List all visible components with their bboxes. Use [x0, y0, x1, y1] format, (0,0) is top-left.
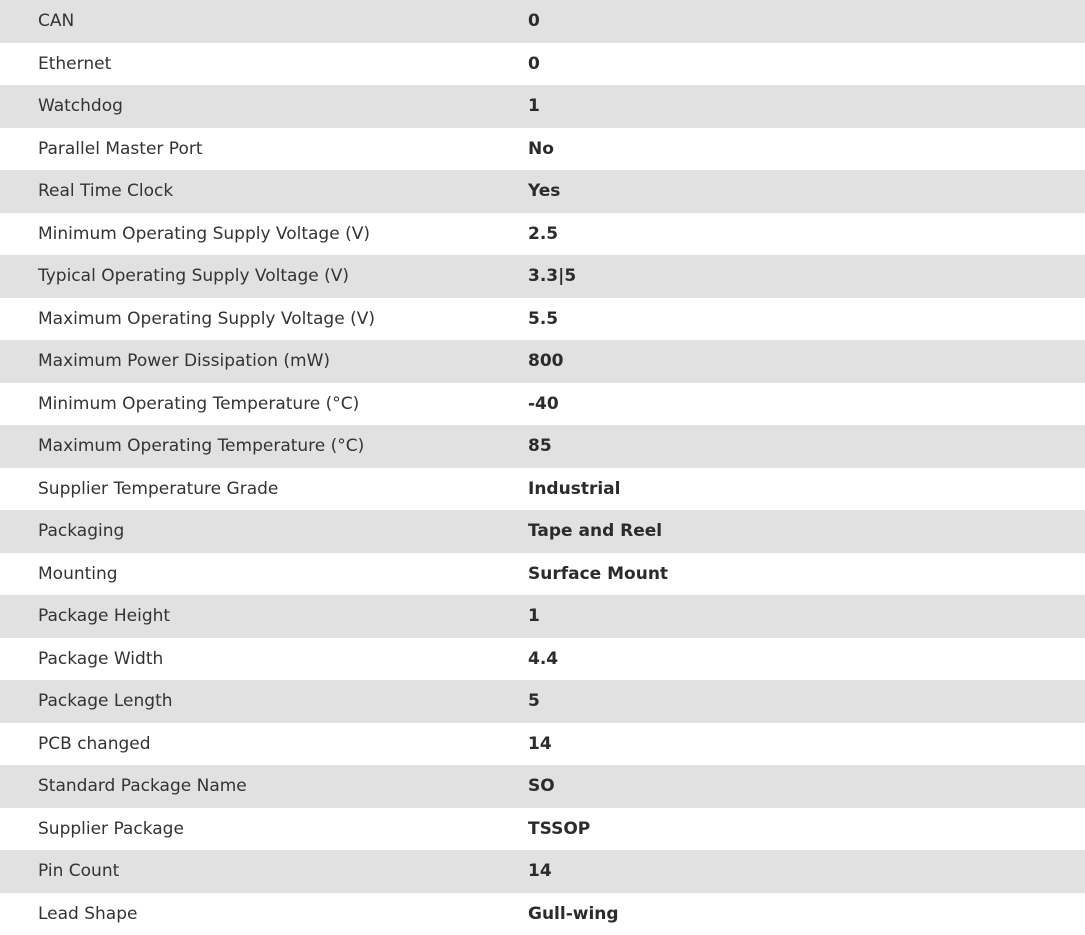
spec-row: [0, 43, 1085, 86]
spec-row: [0, 468, 1085, 511]
spec-value: No: [528, 139, 554, 159]
spec-label: Parallel Master Port: [0, 139, 528, 159]
spec-value: 85: [528, 436, 552, 456]
spec-value: 14: [528, 861, 552, 881]
spec-label: PCB changed: [0, 734, 528, 754]
spec-label: Package Length: [0, 691, 528, 711]
spec-value: 800: [528, 351, 564, 371]
spec-label: Lead Shape: [0, 904, 528, 924]
spec-row: [0, 255, 1085, 298]
spec-label: Standard Package Name: [0, 776, 528, 796]
spec-row: [0, 850, 1085, 893]
spec-row: [0, 808, 1085, 851]
spec-label: CAN: [0, 11, 528, 31]
spec-row: [0, 85, 1085, 128]
spec-row: [0, 340, 1085, 383]
spec-label: Typical Operating Supply Voltage (V): [0, 266, 528, 286]
spec-row: [0, 213, 1085, 256]
spec-value: 1: [528, 96, 540, 116]
spec-row: [0, 510, 1085, 553]
spec-label: Packaging: [0, 521, 528, 541]
spec-value: -40: [528, 394, 559, 414]
spec-label: Package Width: [0, 649, 528, 669]
spec-label: Package Height: [0, 606, 528, 626]
spec-row: [0, 425, 1085, 468]
spec-row: [0, 383, 1085, 426]
spec-value: 2.5: [528, 224, 558, 244]
spec-value: 0: [528, 54, 540, 74]
spec-row: [0, 893, 1085, 935]
spec-value: Yes: [528, 181, 560, 201]
spec-value: 3.3|5: [528, 266, 576, 286]
spec-value: Tape and Reel: [528, 521, 662, 541]
spec-row: [0, 128, 1085, 171]
spec-value: 5.5: [528, 309, 558, 329]
spec-value: 14: [528, 734, 552, 754]
spec-label: Minimum Operating Supply Voltage (V): [0, 224, 528, 244]
spec-label: Maximum Power Dissipation (mW): [0, 351, 528, 371]
spec-value: 0: [528, 11, 540, 31]
spec-row: [0, 723, 1085, 766]
spec-label: Maximum Operating Supply Voltage (V): [0, 309, 528, 329]
spec-row: [0, 680, 1085, 723]
spec-row: [0, 298, 1085, 341]
spec-value: SO: [528, 776, 555, 796]
spec-row: [0, 595, 1085, 638]
spec-label: Ethernet: [0, 54, 528, 74]
spec-row: [0, 638, 1085, 681]
spec-value: 4.4: [528, 649, 558, 669]
spec-label: Maximum Operating Temperature (°C): [0, 436, 528, 456]
spec-row: [0, 765, 1085, 808]
spec-row: [0, 170, 1085, 213]
spec-value: 5: [528, 691, 540, 711]
spec-value: Industrial: [528, 479, 620, 499]
spec-label: Pin Count: [0, 861, 528, 881]
spec-label: Supplier Package: [0, 819, 528, 839]
spec-label: Real Time Clock: [0, 181, 528, 201]
spec-value: Gull-wing: [528, 904, 619, 924]
spec-row: [0, 0, 1085, 43]
spec-value: TSSOP: [528, 819, 590, 839]
spec-value: 1: [528, 606, 540, 626]
spec-value: Surface Mount: [528, 564, 668, 584]
spec-label: Watchdog: [0, 96, 528, 116]
spec-label: Supplier Temperature Grade: [0, 479, 528, 499]
spec-label: Mounting: [0, 564, 528, 584]
spec-row: [0, 553, 1085, 596]
spec-label: Minimum Operating Temperature (°C): [0, 394, 528, 414]
